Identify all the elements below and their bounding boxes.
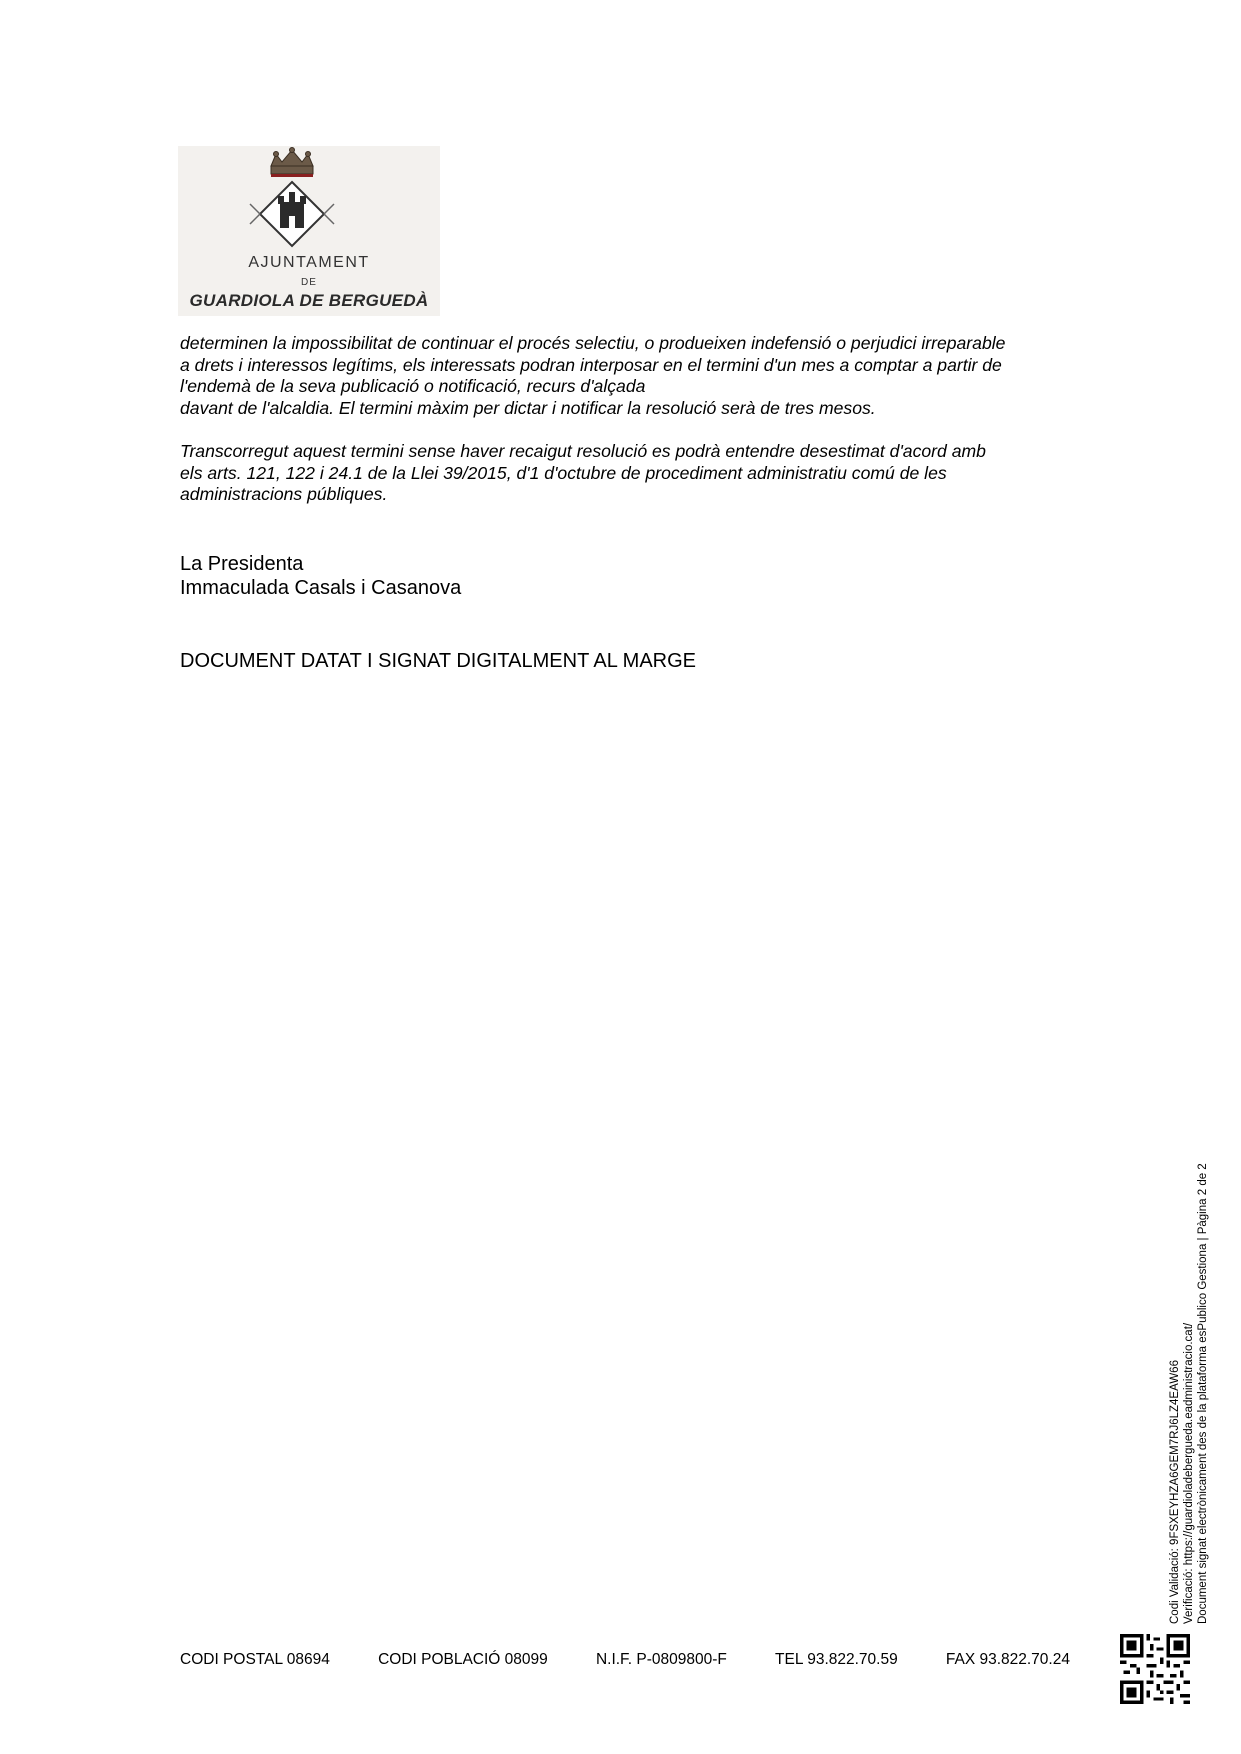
footer-postal-code: CODI POSTAL 08694 bbox=[180, 1651, 330, 1668]
validation-stamp bbox=[1168, 1163, 1210, 1624]
paragraph-line: l'endemà de la seva publicació o notificació, recurs d'alçada bbox=[180, 376, 646, 396]
verification-url: Verificació: https://guardioladebergueda.eadministracio.cat/ bbox=[1183, 1322, 1195, 1624]
footer-nif: N.I.F. P-0809800-F bbox=[595, 1651, 727, 1668]
paragraph-deadline bbox=[180, 441, 1070, 506]
logo-municipality-name: GUARDIOLA DE BERGUEDÀ bbox=[189, 291, 429, 310]
paragraph-line: a drets i interessos legítims, els interessats podran interposar en el termini d'un mes a comptar a partir de bbox=[180, 354, 1002, 375]
paragraph-line: davant de l'alcaldia. El termini màxim per dictar i notificar la resolució serà de tres mesos. bbox=[180, 397, 876, 418]
paragraph-appeal bbox=[180, 333, 1070, 419]
validation-code: Codi Validació: 9FSXEYHZA6GEM7RJ6LZ4EAW66 bbox=[1169, 1360, 1181, 1624]
footer-town-code: CODI POBLACIÓ 08099 bbox=[378, 1651, 548, 1668]
signature-role: La Presidenta bbox=[180, 553, 304, 575]
paragraph-line: els arts. 121, 122 i 24.1 de la Llei 39/2015, d'1 d'octubre de procediment administratiu comú de les bbox=[180, 462, 947, 483]
logo-title: AJUNTAMENT bbox=[248, 254, 370, 271]
paragraph-line: administracions públiques. bbox=[180, 484, 388, 504]
signed-digitally-note: DOCUMENT DATAT I SIGNAT DIGITALMENT AL MARGE bbox=[180, 650, 696, 672]
qr-code-icon bbox=[1120, 1634, 1190, 1704]
signature-name: Immaculada Casals i Casanova bbox=[180, 577, 462, 599]
footer-fax: FAX 93.822.70.24 bbox=[945, 1651, 1070, 1668]
paragraph-line: Transcorregut aquest termini sense haver recaigut resolució es podrà entendre desestimat d'acord amb bbox=[180, 441, 986, 461]
footer-phone: TEL 93.822.70.59 bbox=[775, 1651, 898, 1668]
logo-de: DE bbox=[301, 277, 317, 288]
paragraph-line: determinen la impossibilitat de continuar el procés selectiu, o produeixen indefensió o perjudici irreparable bbox=[180, 333, 1006, 353]
municipal-logo bbox=[178, 146, 440, 316]
footer-contact bbox=[180, 1651, 1070, 1669]
signature-platform-note: Document signat electrònicament des de la plataforma esPublico Gestiona | Pàgina 2 de 2 bbox=[1197, 1163, 1209, 1624]
